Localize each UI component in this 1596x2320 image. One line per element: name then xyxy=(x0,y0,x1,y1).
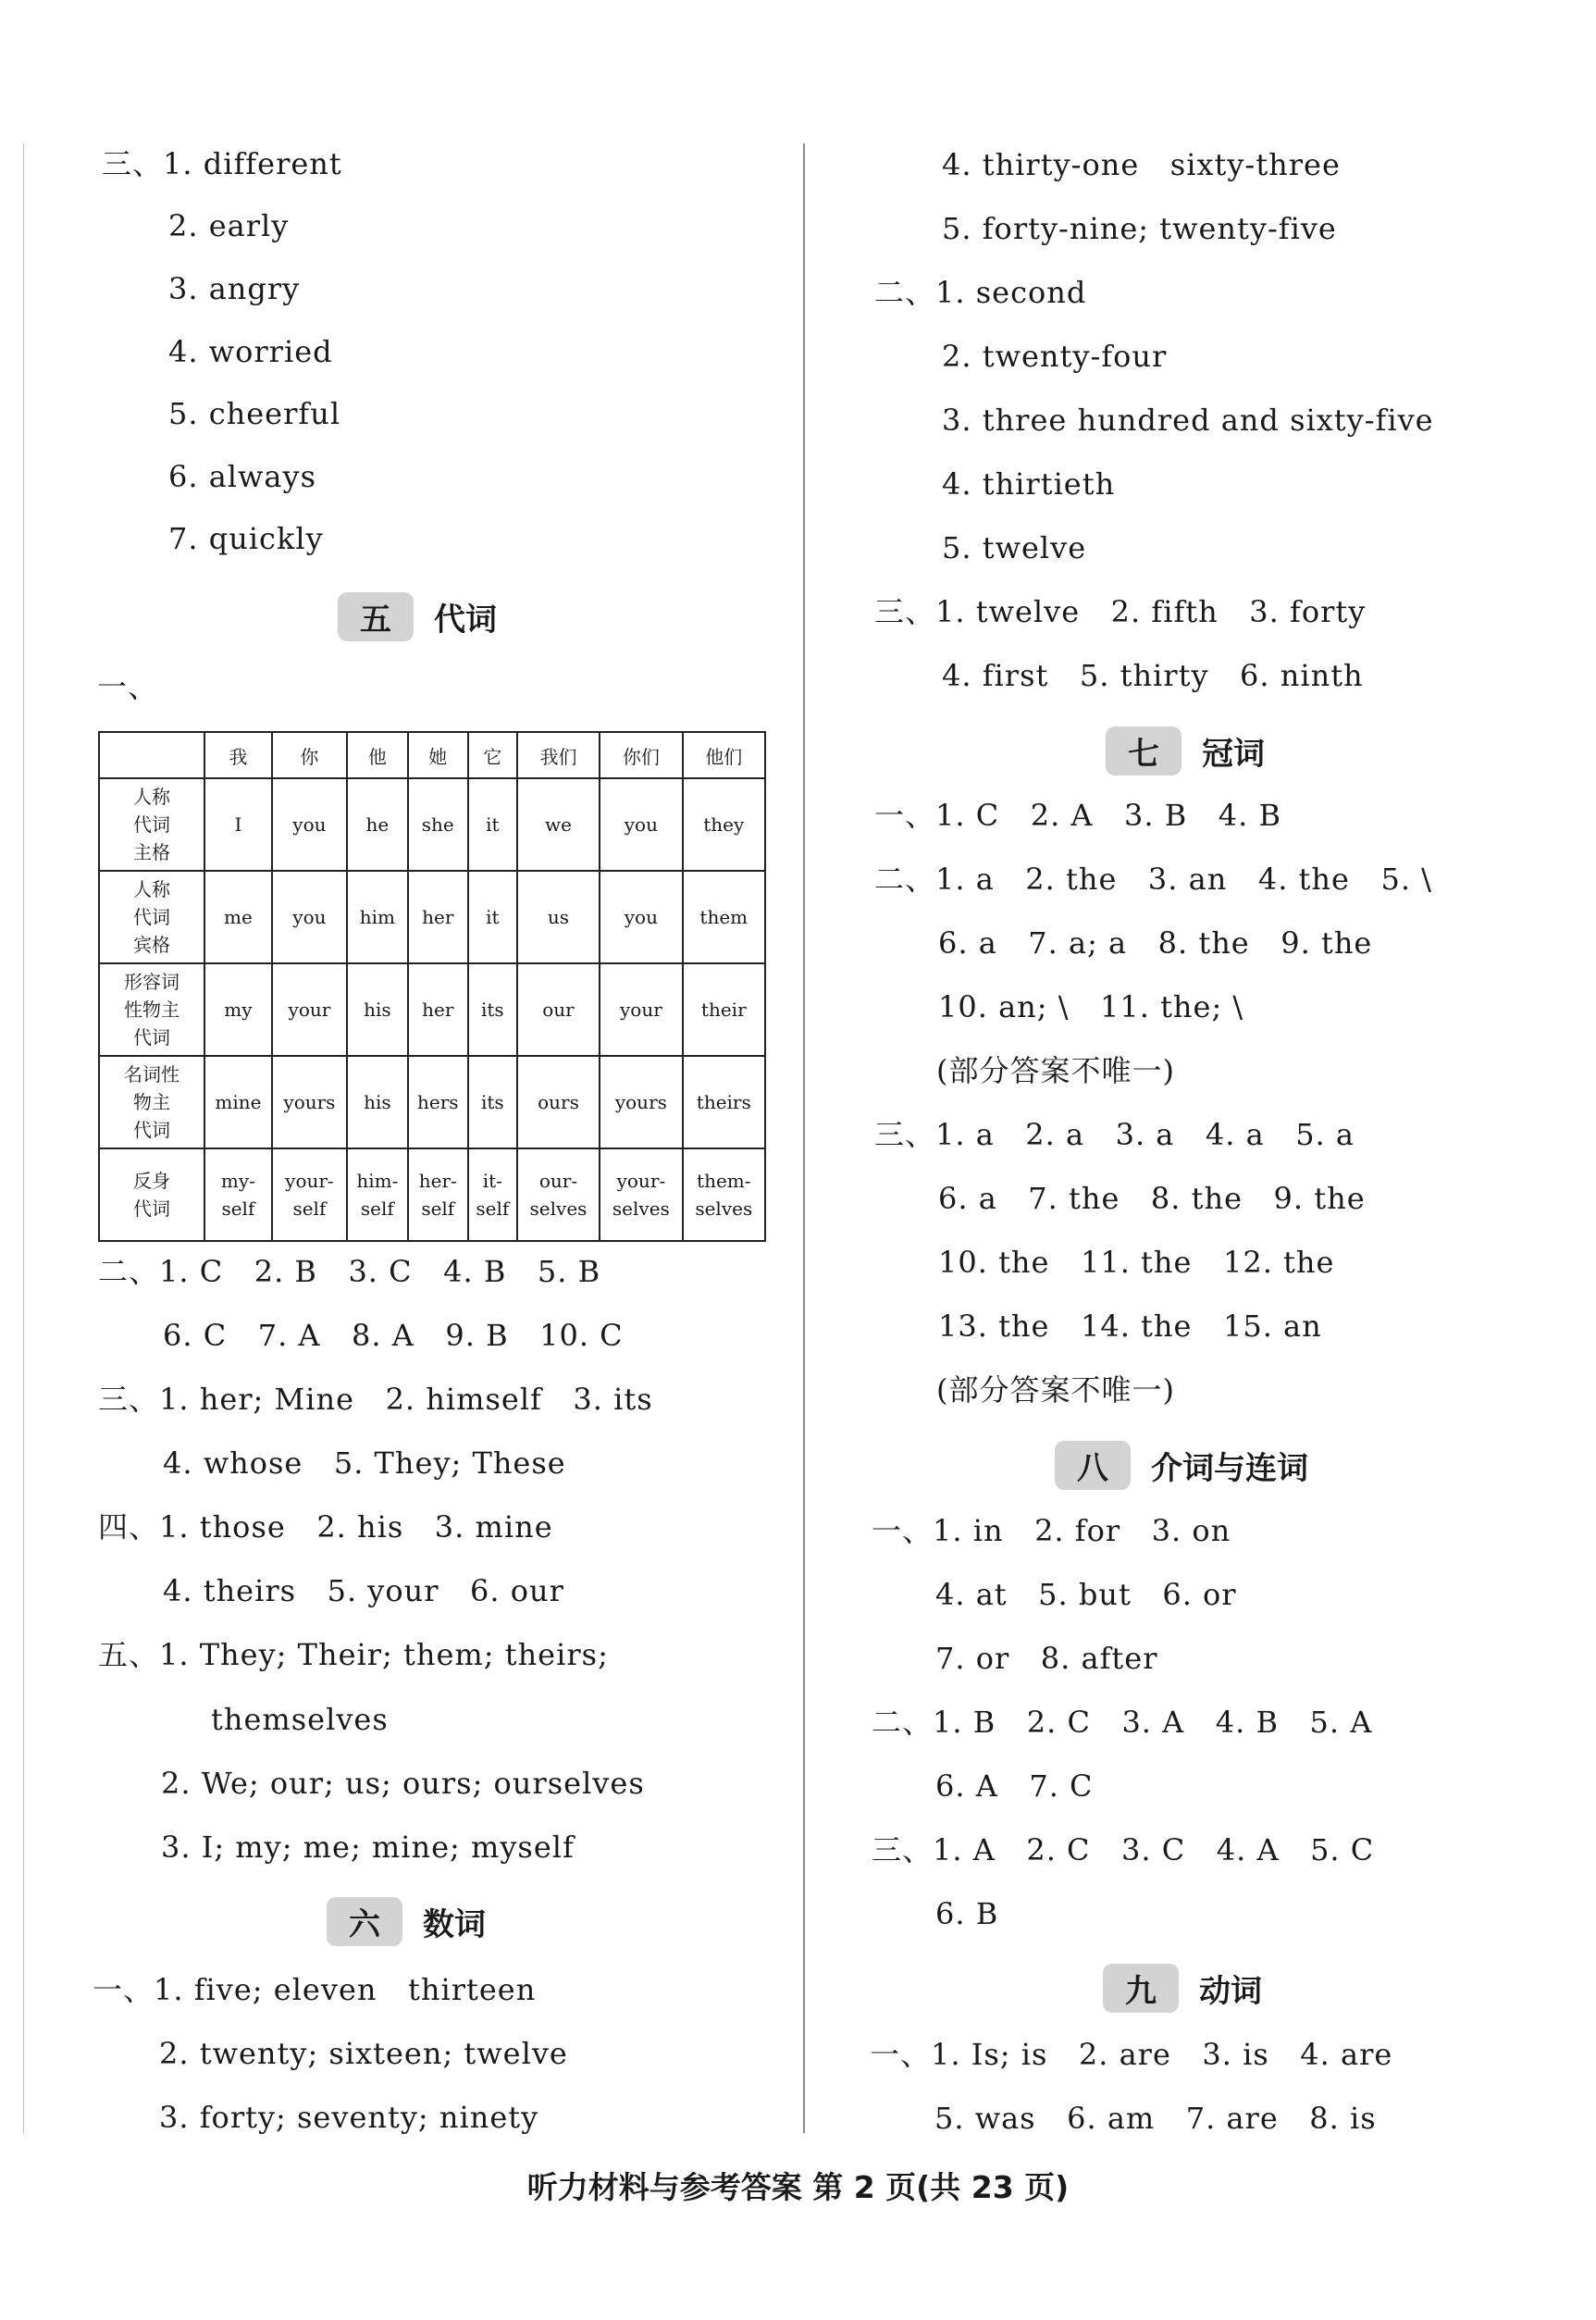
answer-line: 10. the 11. the 12. the xyxy=(938,1245,1335,1280)
table-row xyxy=(99,963,765,1056)
answer-note: (部分答案不唯一) xyxy=(936,1053,1175,1088)
answer-line: 6. B xyxy=(935,1896,999,1931)
table-cell: yours xyxy=(600,1056,682,1148)
table-corner-cell xyxy=(99,732,204,778)
table-cell: ours xyxy=(517,1056,600,1148)
section-title: 介词与连词 xyxy=(1151,1450,1308,1487)
answer-line: 6. C 7. A 8. A 9. B 10. C xyxy=(163,1318,624,1353)
answer-line: 7. or 8. after xyxy=(935,1641,1158,1676)
table-cell: our xyxy=(517,963,600,1056)
answer-line: 三、1. A 2. C 3. C 4. A 5. C xyxy=(872,1832,1375,1867)
section-number: 六 xyxy=(327,1897,402,1946)
section-number: 七 xyxy=(1106,726,1182,775)
table-cell: our- selves xyxy=(517,1148,600,1241)
row-label: 反身 代词 xyxy=(99,1148,204,1241)
table-row xyxy=(99,1056,765,1148)
answer-line: 一、1. Is; is 2. are 3. is 4. are xyxy=(870,2037,1393,2072)
answer-line: 4. first 5. thirty 6. ninth xyxy=(942,658,1364,693)
table-header-cell: 他们 xyxy=(683,732,765,778)
answer-line: 二、1. C 2. B 3. C 4. B 5. B xyxy=(98,1254,601,1289)
answer-line: 6. always xyxy=(168,459,316,494)
table-cell: their xyxy=(683,963,765,1056)
section-heading-pronouns xyxy=(338,592,497,641)
answer-line: 三、1. her; Mine 2. himself 3. its xyxy=(98,1382,653,1417)
table-cell: its xyxy=(468,963,517,1056)
table-cell: they xyxy=(683,778,765,871)
column-divider xyxy=(803,143,805,2133)
question-label: 一、 xyxy=(97,669,159,704)
table-header-cell: 他 xyxy=(347,732,408,778)
table-cell: I xyxy=(204,778,272,871)
table-cell: them- selves xyxy=(683,1148,765,1241)
table-cell: he xyxy=(347,778,408,871)
answer-line: 一、1. C 2. A 3. B 4. B xyxy=(874,798,1281,833)
answer-line: 2. twenty-four xyxy=(942,339,1168,374)
answer-line: 二、1. B 2. C 3. A 4. B 5. A xyxy=(872,1705,1373,1740)
table-cell: yours xyxy=(272,1056,347,1148)
answer-line: 4. thirty-one sixty-three xyxy=(942,147,1341,182)
section-heading-articles xyxy=(1106,726,1265,775)
table-header-row xyxy=(99,732,765,778)
table-row xyxy=(99,871,765,963)
table-cell: mine xyxy=(204,1056,272,1148)
table-cell: his xyxy=(347,963,408,1056)
answer-line: 四、1. those 2. his 3. mine xyxy=(98,1509,553,1545)
table-cell: hers xyxy=(408,1056,468,1148)
section-title: 冠词 xyxy=(1202,736,1265,773)
answer-line: 3. I; my; me; mine; myself xyxy=(161,1830,575,1865)
answer-line: 2. We; our; us; ours; ourselves xyxy=(161,1766,645,1801)
answer-line: 4. whose 5. They; These xyxy=(163,1445,566,1481)
table-cell: its xyxy=(468,1056,517,1148)
table-cell: your xyxy=(600,963,682,1056)
answer-line: 7. quickly xyxy=(168,521,324,556)
table-cell: your- selves xyxy=(600,1148,682,1241)
table-cell: we xyxy=(517,778,600,871)
answer-line: 6. A 7. C xyxy=(935,1768,1094,1804)
table-header-cell: 我们 xyxy=(517,732,600,778)
table-cell: she xyxy=(408,778,468,871)
section-title: 动词 xyxy=(1199,1973,1262,2010)
table-cell: her- self xyxy=(408,1148,468,1241)
section-title: 数词 xyxy=(423,1906,486,1943)
answer-line: 5. forty-nine; twenty-five xyxy=(942,211,1337,246)
table-cell: him- self xyxy=(347,1148,408,1241)
table-row xyxy=(99,778,765,871)
answer-line: 三、1. a 2. a 3. a 4. a 5. a xyxy=(874,1117,1355,1152)
answer-line: 二、1. second xyxy=(874,275,1087,310)
answer-line: 4. worried xyxy=(168,334,333,369)
answer-line: 3. three hundred and sixty-five xyxy=(942,403,1434,438)
table-cell: theirs xyxy=(683,1056,765,1148)
answer-line: 2. twenty; sixteen; twelve xyxy=(159,2036,568,2071)
row-label: 形容词 性物主 代词 xyxy=(99,963,204,1056)
table-header-cell: 它 xyxy=(468,732,517,778)
answer-line: 三、1. different xyxy=(102,146,342,181)
table-cell: her xyxy=(408,963,468,1056)
table-cell: them xyxy=(683,871,765,963)
answer-line: 五、1. They; Their; them; theirs; xyxy=(98,1637,609,1672)
table-cell: your xyxy=(272,963,347,1056)
table-cell: it xyxy=(468,778,517,871)
section-heading-prepositions xyxy=(1055,1441,1308,1490)
table-header-cell: 你 xyxy=(272,732,347,778)
table-cell: you xyxy=(600,871,682,963)
answer-line: 4. thirtieth xyxy=(942,466,1116,502)
row-label: 人称 代词 宾格 xyxy=(99,871,204,963)
table-cell: my xyxy=(204,963,272,1056)
answer-line: 2. early xyxy=(168,208,290,243)
answer-line: 三、1. twelve 2. fifth 3. forty xyxy=(874,594,1367,629)
page-footer: 听力材料与参考答案 第 2 页(共 23 页) xyxy=(526,2169,1070,2205)
table-cell: you xyxy=(272,778,347,871)
table-cell: me xyxy=(204,871,272,963)
row-label: 名词性 物主 代词 xyxy=(99,1056,204,1148)
answer-line: 5. was 6. am 7. are 8. is xyxy=(934,2101,1377,2136)
row-label: 人称 代词 主格 xyxy=(99,778,204,871)
table-header-cell: 我 xyxy=(204,732,272,778)
table-cell: it- self xyxy=(468,1148,517,1241)
table-header-cell: 你们 xyxy=(600,732,682,778)
table-cell: him xyxy=(347,871,408,963)
answer-line: 6. a 7. the 8. the 9. the xyxy=(938,1181,1366,1216)
answer-line: 6. a 7. a; a 8. the 9. the xyxy=(938,925,1373,961)
table-cell: her xyxy=(408,871,468,963)
answer-line: 一、1. in 2. for 3. on xyxy=(872,1513,1231,1548)
table-row xyxy=(99,1148,765,1241)
table-cell: it xyxy=(468,871,517,963)
answer-line: 10. an; \ 11. the; \ xyxy=(938,989,1244,1024)
table-cell: you xyxy=(272,871,347,963)
pronoun-table xyxy=(98,731,766,1242)
answer-line: 5. cheerful xyxy=(168,396,341,431)
section-number: 八 xyxy=(1055,1441,1131,1490)
answer-line: 二、1. a 2. the 3. an 4. the 5. \ xyxy=(874,862,1432,897)
answer-line: 一、1. five; eleven thirteen xyxy=(93,1972,537,2007)
answer-line: 13. the 14. the 15. an xyxy=(938,1309,1322,1344)
answer-line: themselves xyxy=(211,1702,389,1737)
table-cell: my- self xyxy=(204,1148,272,1241)
section-number: 九 xyxy=(1103,1964,1179,2013)
answer-line: 3. forty; seventy; ninety xyxy=(159,2100,539,2135)
answer-line: 4. at 5. but 6. or xyxy=(935,1577,1237,1612)
table-cell: you xyxy=(600,778,682,871)
table-cell: your- self xyxy=(272,1148,347,1241)
answer-line: 5. twelve xyxy=(942,530,1087,565)
section-number: 五 xyxy=(338,592,414,641)
section-title: 代词 xyxy=(434,602,497,639)
page-edge-rule xyxy=(23,143,24,2133)
answer-line: 4. theirs 5. your 6. our xyxy=(163,1573,564,1608)
table-cell: his xyxy=(347,1056,408,1148)
section-heading-numerals xyxy=(327,1897,486,1946)
table-cell: us xyxy=(517,871,600,963)
table-header-cell: 她 xyxy=(408,732,468,778)
section-heading-verbs xyxy=(1103,1964,1262,2013)
answer-note: (部分答案不唯一) xyxy=(936,1372,1175,1408)
answer-line: 3. angry xyxy=(168,271,301,306)
